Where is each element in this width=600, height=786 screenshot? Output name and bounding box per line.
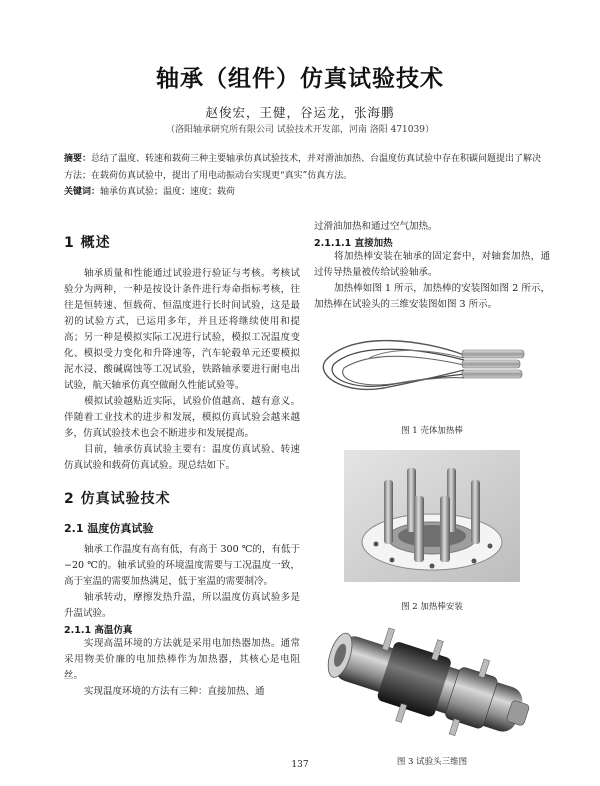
page-number: 137 — [291, 760, 309, 770]
figure-1-caption: 图 1 壳体加热棒 — [401, 426, 463, 436]
figure-3-caption: 图 3 试验头三维图 — [396, 757, 468, 767]
section-2-1-heading: 2.1 温度仿真试验 — [64, 522, 154, 535]
author-list: 赵俊宏，王健，谷运龙，张海鹏 — [205, 105, 395, 120]
section-1-paragraph-3: 目前，轴承仿真试验主要有：温度仿真试验、转速仿真试验和载荷仿真试验。现总结如下。 — [64, 444, 300, 471]
direct-heating-paragraph-2: 加热棒如图 1 所示，加热棒的安装图如图 2 所示，加热棒在试验头的三维安装图如图 3 所示。 — [314, 283, 550, 310]
section-2-1-paragraph-1: 轴承工作温度有高有低，有高于 300 ℃的，有低于 −20 ℃的。轴承试验的环境温度需要与工况温度一致，高于室温的需要加热满足，低于室温的需要制冷。 — [64, 544, 300, 587]
right-column — [314, 219, 550, 313]
section-2-1-paragraph-2: 轴承转动，摩擦发热升温，所以温度仿真试验多是升温试验。 — [64, 592, 300, 619]
direct-heating-paragraph-1: 将加热棒安装在轴承的固定套中，对轴套加热，通过传导热量被传给试验轴承。 — [314, 251, 550, 278]
left-column — [64, 220, 300, 700]
paper-title: 轴承（组件）仿真试验技术 — [156, 66, 444, 92]
figure-3-test-head-3d — [314, 624, 550, 742]
section-2-heading: 2 仿真试验技术 — [64, 491, 171, 507]
section-2-1-1-paragraph-1: 实现高温环境的方法就是采用电加热器加热。通常采用物美价廉的电加热棒作为加热器，其核心是电阻丝。 — [64, 638, 300, 681]
section-1-heading: 1 概述 — [64, 235, 111, 251]
keywords-label: 关键词： — [64, 187, 101, 197]
section-2-1-1-paragraph-2: 实现温度环境的方法有三种：直接加热、通 — [84, 686, 265, 697]
section-2-1-1-1-heading: 2.1.1.1 直接加热 — [314, 238, 393, 249]
section-2-1-1-heading: 2.1.1 高温仿真 — [64, 625, 133, 636]
figure-2-heating-rod-installation — [314, 450, 550, 582]
keywords — [64, 185, 546, 200]
abstract-label: 摘要： — [64, 154, 92, 164]
abstract — [64, 151, 546, 185]
figure-1-heating-rods — [314, 320, 550, 408]
keywords-text: 轴承仿真试验；温度；速度；载荷 — [100, 187, 236, 197]
affiliation: （洛阳轴承研究所有限公司 试验技术开发部，河南 洛阳 471039） — [166, 125, 434, 135]
section-1-paragraph-2: 模拟试验越贴近实际，试验价值越高、越有意义。伴随着工业技术的进步和发展，模拟仿真试验会越来越多，仿真试验技术也会不断进步和发展提高。 — [64, 396, 300, 439]
section-1-paragraph-1: 轴承质量和性能通过试验进行验证与考核。考核试验分为两种，一种是按设计条件进行寿命指标考核，往往是恒转速、恒载荷、恒温度进行长时间试验，这是最初的试验方式，已运用多年，并且还将继续使用和提高；另一种是模拟实际工况进行试验，模拟工况温度变化、模拟受力变化和升降速等，汽车轮毂单元还要模拟泥水浸、酸碱腐蚀等工况试验，铁路轴承要进行耐电出试验，航天轴承仿真空做耐久性能试验等。 — [64, 268, 300, 391]
right-column-continuation: 过滑油加热和通过空气加热。 — [314, 221, 438, 232]
figure-2-caption: 图 2 加热棒安装 — [401, 602, 463, 612]
abstract-text: 总结了温度、转速和载荷三种主要轴承仿真试验技术，并对滑油加热、台温度仿真试验中存在积碳问题提出了解决方法；在载荷仿真试验中，提出了用电动振动台实现更“真实”仿真方法。 — [64, 154, 542, 181]
